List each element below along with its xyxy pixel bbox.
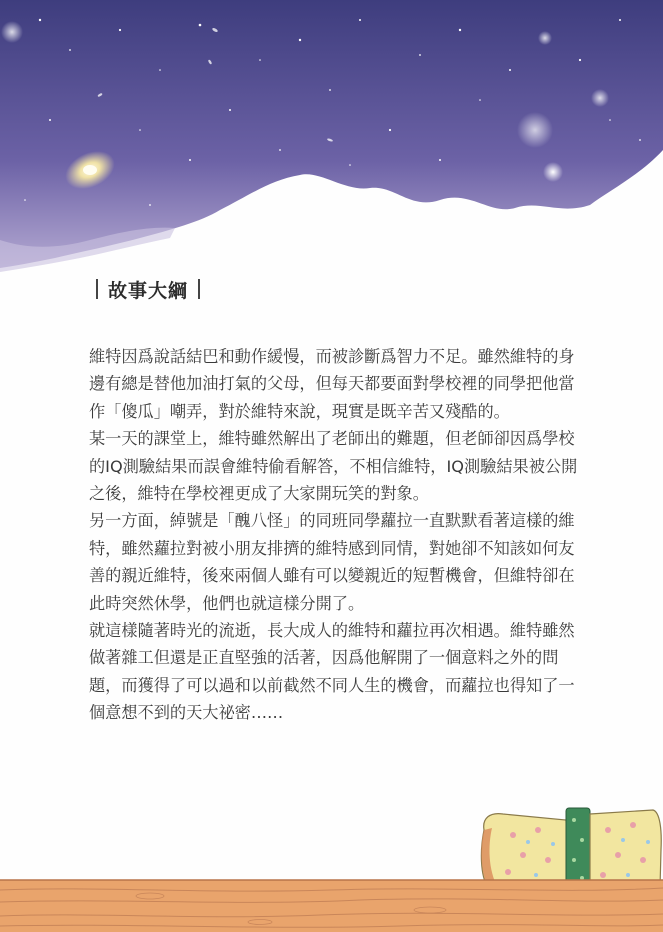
night-sky-illustration — [0, 0, 663, 300]
section-title: 故事大綱 — [108, 279, 189, 302]
section-heading — [96, 276, 200, 302]
wooden-floor-illustration — [0, 840, 663, 932]
story-summary — [89, 343, 587, 727]
heading-divider-right — [198, 279, 200, 299]
paragraph: 某一天的課堂上，維特雖然解出了老師出的難題，但老師卻因爲學校的IQ測驗結果而誤會維特偷看解答，不相信維特，IQ測驗結果被公開之後，維特在學校裡更成了大家開玩笑的對象。 — [89, 429, 578, 504]
paragraph: 維特因爲說話結巴和動作緩慢，而被診斷爲智力不足。雖然維特的身邊有總是替他加油打氣的父母，但每天都要面對學校裡的同學把他當作「傻瓜」嘲弄，對於維特來說，現實是既辛苦又殘酷的。 — [89, 347, 575, 421]
heading-divider-left — [96, 279, 98, 299]
paragraph: 另一方面，綽號是「醜八怪」的同班同學蘿拉一直默默看著這樣的維特，雖然蘿拉對被小朋友排擠的維特感到同情，對她卻不知該如何友善的親近維特，後來兩個人雖有可以變親近的短暫機會，但維特卻在此時突然休學，他們也就這樣分開了。 — [89, 511, 575, 613]
paragraph: 就這樣隨著時光的流逝，長大成人的維特和蘿拉再次相遇。維特雖然做著雜工但還是正直堅強的活著，因爲他解開了一個意料之外的問題，而獲得了可以過和以前截然不同人生的機會，而蘿拉也得知了一個意想不到的天大祕密…… — [89, 621, 575, 723]
